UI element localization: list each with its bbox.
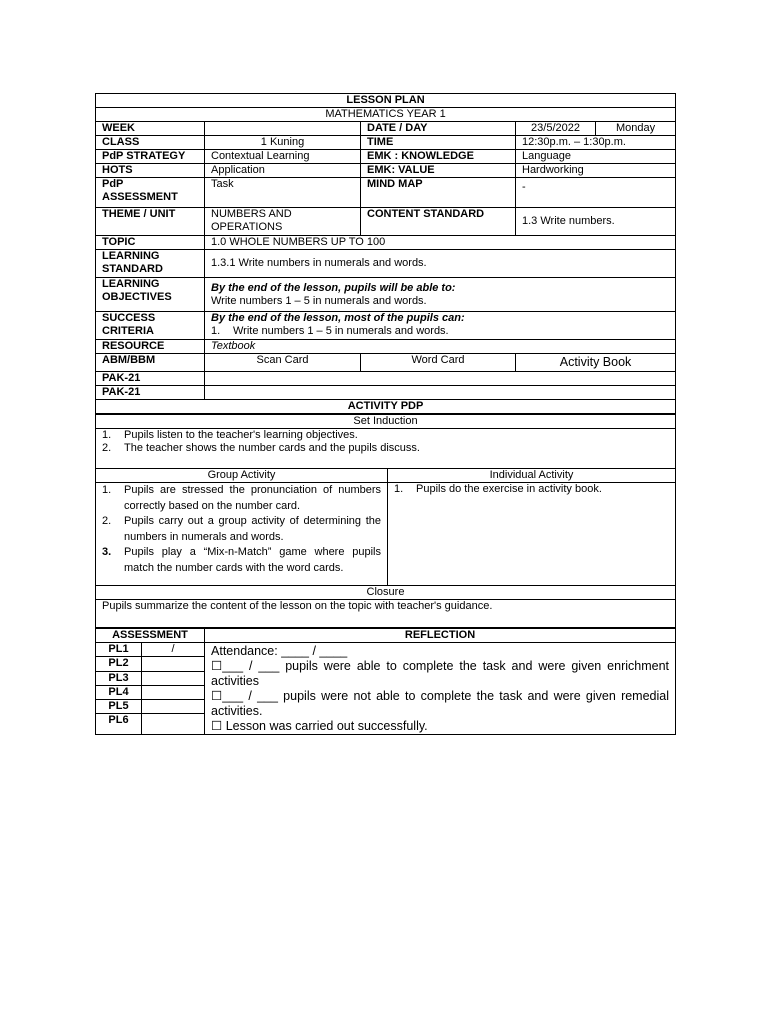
reflection-cell: [205, 643, 676, 735]
group-activity-list: [102, 483, 381, 576]
topic-value: 1.0 WHOLE NUMBERS UP TO 100: [205, 236, 676, 250]
closure-title: Closure: [96, 586, 676, 600]
mind-map-label: MIND MAP: [361, 178, 516, 208]
list-item: [102, 514, 381, 545]
success-criteria-text: Write numbers 1 – 5 in numerals and words.: [233, 325, 449, 337]
subject-title: MATHEMATICS YEAR 1: [96, 108, 676, 122]
item-text: The teacher shows the number cards and the pupils discuss.: [124, 442, 420, 454]
abm-label: ABM/BBM: [96, 354, 205, 372]
pdp-strategy-value: Contextual Learning: [205, 150, 361, 164]
pdp-assessment-value: Task: [205, 178, 361, 208]
assessment-reflection-table: [95, 628, 676, 735]
item-text: Pupils play a “Mix-n-Match” game where pupils match the number cards with the word cards.: [124, 546, 381, 574]
pdp-strategy-label: PdP STRATEGY: [96, 150, 205, 164]
set-induction-cell: [96, 429, 676, 469]
pak21-value-2: [205, 386, 676, 400]
assessment-mark: [142, 685, 205, 699]
closure-text: Pupils summarize the content of the lesson on the topic with teacher's guidance.: [96, 600, 676, 628]
item-number: 1.: [102, 484, 112, 496]
set-induction-list: [102, 429, 669, 455]
set-induction-title: Set Induction: [96, 415, 676, 429]
abm-item-scan-card: Scan Card: [205, 354, 361, 372]
item-number: 1.: [102, 429, 112, 441]
reflection-title: REFLECTION: [205, 629, 676, 643]
assessment-level: PL4: [96, 685, 142, 699]
success-criteria-label: SUCCESS CRITERIA: [96, 312, 205, 340]
abm-item-word-card: Word Card: [361, 354, 516, 372]
assessment-level: PL3: [96, 671, 142, 685]
pak21-value-1: [205, 372, 676, 386]
item-text: Pupils carry out a group activity of determining the numbers in numerals and words.: [124, 515, 381, 543]
emk-value-label: EMK: VALUE: [361, 164, 516, 178]
date-day-label: DATE / DAY: [361, 122, 516, 136]
class-label: CLASS: [96, 136, 205, 150]
learning-standard-label: LEARNING STANDARD: [96, 250, 205, 278]
activity-table: [95, 414, 676, 628]
time-label: TIME: [361, 136, 516, 150]
hots-value: Application: [205, 164, 361, 178]
item-number: 2.: [102, 442, 112, 454]
assessment-mark: [142, 714, 205, 735]
activity-title: ACTIVITY PDP: [96, 400, 676, 414]
resource-label: RESOURCE: [96, 340, 205, 354]
pak21-label-2: PAK-21: [96, 386, 205, 400]
lesson-plan-table: [95, 93, 676, 414]
item-text: Pupils are stressed the pronunciation of numbers correctly based on the number card.: [124, 484, 381, 512]
class-value: 1 Kuning: [205, 136, 361, 150]
week-label: WEEK: [96, 122, 205, 136]
emk-value-value: Hardworking: [516, 164, 676, 178]
abm-item-activity-book: Activity Book: [516, 354, 676, 372]
theme-value: NUMBERS AND OPERATIONS: [205, 208, 361, 236]
week-value: [205, 122, 361, 136]
emk-knowledge-label: EMK : KNOWLEDGE: [361, 150, 516, 164]
lesson-plan-title: LESSON PLAN: [96, 94, 676, 108]
item-number: 3.: [102, 546, 112, 558]
list-item: [102, 545, 381, 576]
reflection-remedial: ☐___ / ___ pupils were not able to complete the task and were given remedial activities.: [211, 689, 670, 718]
content-standard-value: 1.3 Write numbers.: [516, 208, 676, 236]
theme-label: THEME / UNIT: [96, 208, 205, 236]
assessment-mark: [142, 671, 205, 685]
mind-map-value: -: [516, 178, 676, 208]
assessment-title: ASSESSMENT: [96, 629, 205, 643]
success-criteria-item: [211, 325, 669, 338]
assessment-level: PL1: [96, 643, 142, 657]
individual-activity-cell: [388, 483, 676, 586]
list-item: [394, 483, 669, 496]
pak21-label-1: PAK-21: [96, 372, 205, 386]
success-criteria-intro: By the end of the lesson, most of the pupils can:: [211, 312, 465, 324]
learning-objectives-cell: [205, 278, 676, 312]
assessment-level: PL2: [96, 657, 142, 671]
item-number: 2.: [102, 515, 112, 527]
item-text: Pupils do the exercise in activity book.: [416, 483, 602, 495]
item-number: 1.: [394, 483, 404, 495]
success-criteria-cell: [205, 312, 676, 340]
content-standard-label: CONTENT STANDARD: [361, 208, 516, 236]
resource-value: Textbook: [205, 340, 676, 354]
reflection-enrichment: ☐___ / ___ pupils were able to complete the task and were given enrichment activities: [211, 659, 670, 688]
list-item: [102, 442, 669, 455]
learning-standard-value: 1.3.1 Write numbers in numerals and words.: [205, 250, 676, 278]
date-value: 23/5/2022: [516, 122, 596, 136]
list-item: [102, 429, 669, 442]
learning-objectives-text: Write numbers 1 – 5 in numerals and words.: [211, 294, 427, 307]
assessment-mark: [142, 657, 205, 671]
individual-activity-list: [394, 483, 669, 496]
assessment-level: PL5: [96, 700, 142, 714]
success-criteria-num: 1.: [211, 325, 221, 337]
reflection-success: ☐ Lesson was carried out successfully.: [211, 719, 428, 733]
learning-objectives-intro: By the end of the lesson, pupils will be able to:: [211, 281, 456, 294]
hots-label: HOTS: [96, 164, 205, 178]
item-text: Pupils listen to the teacher's learning objectives.: [124, 429, 358, 441]
pdp-assessment-label: PdP ASSESSMENT: [96, 178, 205, 208]
learning-objectives-label: LEARNING OBJECTIVES: [96, 278, 205, 312]
assessment-mark: [142, 700, 205, 714]
time-value: 12:30p.m. – 1:30p.m.: [516, 136, 676, 150]
attendance-text: Attendance: ____ / ____: [211, 644, 348, 658]
assessment-level: PL6: [96, 714, 142, 735]
assessment-mark: /: [142, 643, 205, 657]
group-activity-cell: [96, 483, 388, 586]
list-item: [102, 483, 381, 514]
individual-activity-title: Individual Activity: [388, 469, 676, 483]
emk-knowledge-value: Language: [516, 150, 676, 164]
group-activity-title: Group Activity: [96, 469, 388, 483]
topic-label: TOPIC: [96, 236, 205, 250]
day-value: Monday: [596, 122, 676, 136]
